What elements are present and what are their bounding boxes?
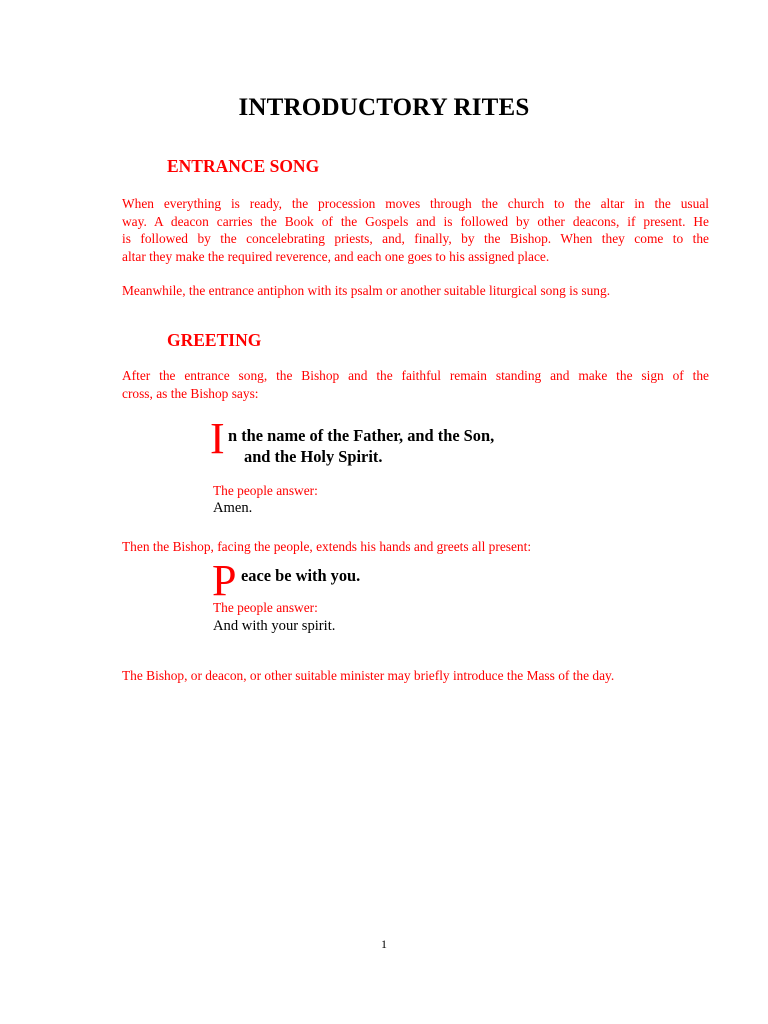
entrance-antiphon-rubric: Meanwhile, the entrance antiphon with its psalm or another suitable liturgical song is sung.	[122, 283, 611, 298]
people-response-amen: Amen.	[213, 500, 253, 516]
people-response-spirit: And with your spirit.	[213, 618, 336, 634]
entrance-rubric-line: way. A deacon carries the Book of the Gospels and is followed by other deacons, if present. He	[122, 213, 709, 229]
greeting-rubric-line: After the entrance song, the Bishop and the faithful remain standing and make the sign of the	[122, 368, 709, 383]
page-title: INTRODUCTORY RITES	[238, 94, 530, 121]
entrance-rubric-paragraph	[122, 195, 709, 266]
entrance-rubric-line: is followed by the concelebrating priests, and, finally, by the Bishop. When they come to the	[122, 231, 709, 247]
page-number: 1	[381, 937, 387, 951]
people-answer-label: The people answer:	[213, 600, 318, 615]
entrance-song-heading: ENTRANCE SONG	[167, 156, 320, 176]
entrance-rubric-line: When everything is ready, the procession moves through the church to the altar in the usual	[122, 196, 709, 211]
introduce-mass-rubric: The Bishop, or deacon, or other suitable minister may briefly introduce the Mass of the day.	[122, 668, 615, 683]
bishop-greeting-rubric: Then the Bishop, facing the people, extends his hands and greets all present:	[122, 539, 532, 554]
peace-greeting-text: eace be with you.	[241, 566, 361, 585]
sign-of-cross-line-2: and the Holy Spirit.	[244, 447, 383, 466]
people-answer-label: The people answer:	[213, 483, 318, 498]
greeting-heading: GREETING	[167, 330, 262, 350]
greeting-rubric-paragraph	[122, 367, 709, 402]
greeting-rubric-line: cross, as the Bishop says:	[122, 385, 259, 401]
sign-of-cross-line-1: n the name of the Father, and the Son,	[228, 426, 495, 445]
drop-cap-initial-i: I	[210, 414, 225, 463]
entrance-rubric-line: altar they make the required reverence, and each one goes to his assigned place.	[122, 249, 550, 265]
drop-cap-initial-p: P	[212, 556, 237, 605]
